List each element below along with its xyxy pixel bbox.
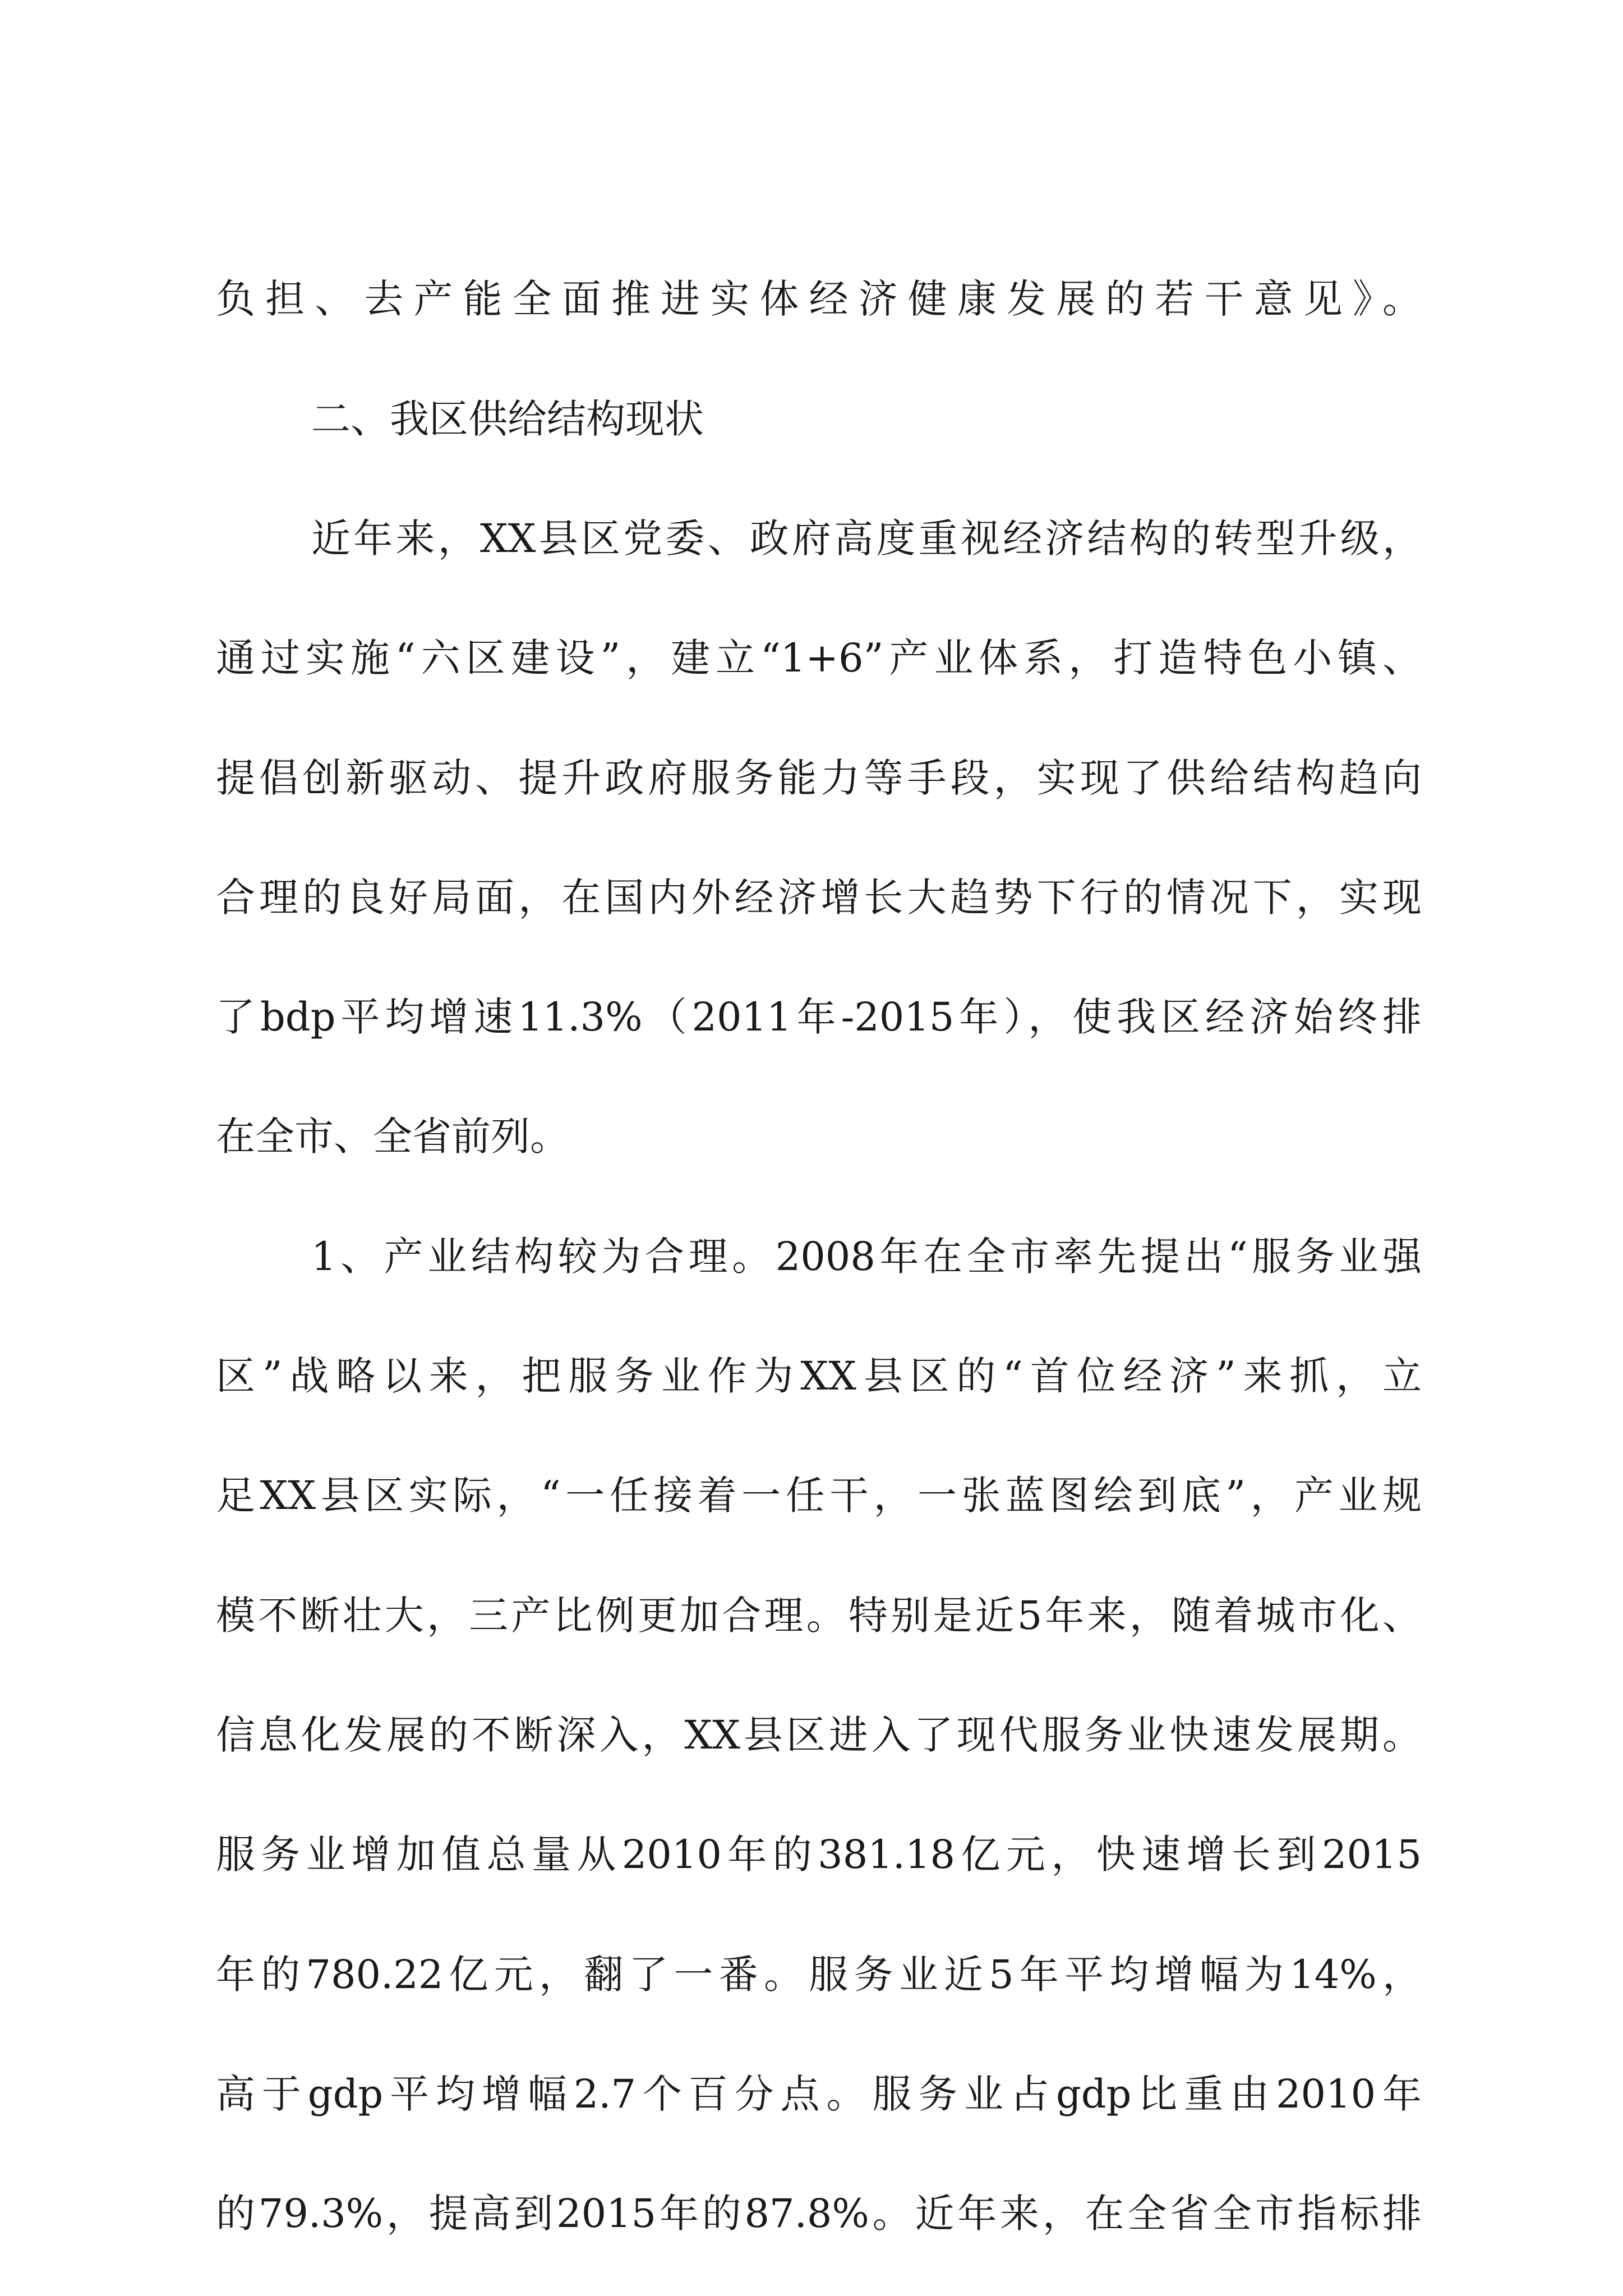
text-line: 合理的良好局面，在国内外经济增长大趋势下行的情况下，实现 [216,875,1422,921]
text-line: 的79.3%，提高到2015年的87.8%。近年来，在全省全市指标排 [216,2191,1422,2237]
text-line: 1、产业结构较为合理。2008年在全市率先提出“服务业强 [311,1234,1422,1280]
text-line: 模不断壮大，三产比例更加合理。特别是近5年来，随着城市化、 [216,1593,1422,1639]
text-line: 年的780.22亿元，翻了一番。服务业近5年平均增幅为14%， [216,1952,1422,1998]
text-line: 在全市、全省前列。 [216,1114,569,1159]
text-line: 近年来，XX县区党委、政府高度重视经济结构的转型升级， [311,516,1422,562]
text-line: 服务业增加值总量从2010年的381.18亿元，快速增长到2015 [216,1832,1422,1878]
section-heading: 二、我区供给结构现状 [311,396,704,442]
text-line: 了bdp平均增速11.3%（2011年-2015年），使我区经济始终排 [216,994,1422,1040]
text-line: 信息化发展的不断深入，XX县区进入了现代服务业快速发展期。 [216,1712,1422,1758]
text-line: 通过实施“六区建设”，建立“1+6”产业体系，打造特色小镇、 [216,635,1422,681]
text-line: 足XX县区实际，“一任接着一任干，一张蓝图绘到底”，产业规 [216,1473,1422,1519]
text-line: 高于gdp平均增幅2.7个百分点。服务业占gdp比重由2010年 [216,2071,1422,2117]
text-line: 提倡创新驱动、提升政府服务能力等手段，实现了供给结构趋向 [216,755,1422,801]
text-line: 区”战略以来，把服务业作为XX县区的“首位经济”来抓，立 [216,1353,1422,1399]
text-line: 负担、去产能全面推进实体经济健康发展的若干意见》。 [216,276,1422,322]
